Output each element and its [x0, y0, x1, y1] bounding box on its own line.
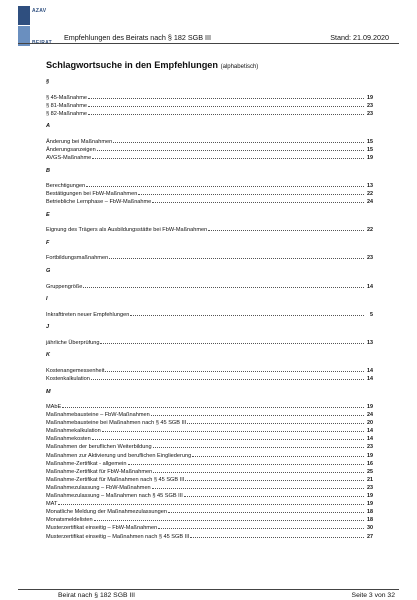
index-entry[interactable] — [46, 137, 373, 145]
dot-leader — [185, 475, 364, 481]
entry-page-number: 24 — [367, 199, 373, 206]
index-entry[interactable] — [46, 402, 373, 410]
index-entry[interactable] — [46, 310, 373, 318]
entry-label: Maßnahme-Zertifikat - allgemein — [46, 460, 127, 467]
dot-leader — [130, 310, 364, 316]
section-letter: E — [46, 211, 50, 218]
footer-divider — [18, 589, 399, 590]
index-entry[interactable] — [46, 483, 373, 491]
entry-page-number: 19 — [367, 501, 373, 508]
entry-page-number: 23 — [367, 255, 373, 262]
dot-leader — [92, 153, 364, 159]
index-entry[interactable] — [46, 189, 373, 197]
entry-label: Berechtigungen — [46, 183, 86, 190]
dot-leader — [113, 137, 364, 143]
dot-leader — [187, 418, 364, 424]
entry-page-number: 30 — [367, 525, 373, 532]
index-entry[interactable] — [46, 374, 373, 382]
index-entry[interactable] — [46, 475, 373, 483]
header-title: Empfehlungen des Beirats nach § 182 SGB III — [64, 33, 212, 42]
index-entry[interactable] — [46, 181, 373, 189]
index-entry[interactable] — [46, 282, 373, 290]
footer-left: Beirat nach § 182 SGB III — [58, 592, 136, 599]
entry-label: Maßnahme-Zertifikat für Maßnahmen nach § 45 SGB III — [46, 476, 185, 483]
dot-leader — [100, 338, 364, 344]
entry-page-number: 25 — [367, 468, 373, 475]
entry-label: Änderung bei Maßnahmen — [46, 138, 113, 145]
dot-leader — [153, 442, 364, 448]
entry-page-number: 23 — [367, 102, 373, 109]
index-entry[interactable] — [46, 101, 373, 109]
entry-page-number: 14 — [367, 283, 373, 290]
section-letter: K — [46, 352, 50, 359]
entry-page-number: 14 — [367, 375, 373, 382]
index-entry[interactable] — [46, 442, 373, 450]
entry-label: Maßnahmekalkulation — [46, 428, 101, 435]
index-entry[interactable] — [46, 499, 373, 507]
page-title-text: Schlagwortsuche in den Empfehlungen — [46, 60, 219, 70]
dot-leader — [153, 467, 364, 473]
entry-label: jährliche Überprüfung — [46, 339, 100, 346]
dot-leader — [138, 189, 364, 195]
dot-leader — [62, 402, 364, 408]
dot-leader — [105, 366, 364, 372]
page-title — [46, 60, 258, 70]
entry-label: MAT — [46, 501, 58, 508]
dot-leader — [97, 145, 364, 151]
entry-label: Fortbildungsmaßnahmen — [46, 255, 109, 262]
dot-leader — [88, 109, 364, 115]
logo-text-top: AZAV — [32, 8, 47, 14]
entry-page-number: 18 — [367, 509, 373, 516]
dot-leader — [91, 374, 364, 380]
entry-label: Maßnahmezulassung – Maßnahmen nach § 45 SGB III — [46, 493, 183, 500]
index-entry[interactable] — [46, 225, 373, 233]
index-entry[interactable] — [46, 451, 373, 459]
entry-label: MAbE — [46, 404, 62, 410]
entry-page-number: 14 — [367, 428, 373, 435]
logo-text-bottom: BEIRAT — [32, 40, 53, 46]
azav-logo — [18, 6, 52, 46]
entry-page-number: 22 — [367, 227, 373, 234]
dot-leader — [88, 93, 364, 99]
entry-label: Maßnahmen zur Aktivierung und beruflichen Eingliederung — [46, 452, 192, 459]
index-entry[interactable] — [46, 434, 373, 442]
entry-label: Kostenangemessenheit — [46, 367, 105, 374]
entry-page-number: 20 — [367, 420, 373, 427]
entry-label: Maßnahmekosten — [46, 436, 91, 443]
entry-page-number: 18 — [367, 517, 373, 524]
index-entry[interactable] — [46, 338, 373, 346]
header-divider — [18, 43, 399, 44]
dot-leader — [192, 451, 364, 457]
index-entry[interactable] — [46, 153, 373, 161]
dot-leader — [128, 459, 364, 465]
dot-leader — [184, 491, 364, 497]
entry-label: § 45-Maßnahme — [46, 94, 88, 101]
dot-leader — [58, 499, 364, 505]
entry-label: Maßnahmebausteine bei Maßnahmen nach § 45 SGB III — [46, 420, 187, 427]
index-entry[interactable] — [46, 197, 373, 205]
logo-bar-dark — [18, 6, 30, 25]
index-entry[interactable] — [46, 515, 373, 523]
entry-label: Betriebliche Lernphase – FbW-Maßnahme — [46, 199, 152, 206]
index-entry[interactable] — [46, 467, 373, 475]
dot-leader — [152, 197, 364, 203]
entry-label: Eignung des Trägers als Ausbildungsstätte bei FbW-Maßnahmen — [46, 227, 208, 234]
entry-label: Monatliche Meldung der Maßnahmezulassungen — [46, 509, 167, 516]
dot-leader — [86, 181, 364, 187]
index-entry[interactable] — [46, 491, 373, 499]
entry-page-number: 23 — [367, 110, 373, 117]
entry-label: § 81-Maßnahme — [46, 102, 88, 109]
dot-leader — [152, 483, 364, 489]
dot-leader — [92, 434, 364, 440]
index-entry[interactable] — [46, 507, 373, 515]
keyword-index — [46, 78, 373, 540]
dot-leader — [94, 515, 364, 521]
entry-label: Maßnahmen der beruflichen Weiterbildung — [46, 444, 152, 451]
entry-page-number: 19 — [367, 94, 373, 101]
dot-leader — [190, 532, 364, 538]
dot-leader — [88, 101, 364, 107]
entry-page-number: 13 — [367, 339, 373, 346]
entry-page-number: 21 — [367, 476, 373, 483]
entry-label: Musterzertifikat einseitig – FbW-Maßnahmen — [46, 525, 158, 532]
section-letter: A — [46, 123, 50, 130]
dot-leader — [158, 523, 364, 529]
section-letter: I — [46, 296, 48, 303]
index-entry[interactable] — [46, 459, 373, 467]
entry-label: Bestätigungen bei FbW-Maßnahmen — [46, 191, 138, 198]
entry-page-number: 23 — [367, 484, 373, 491]
index-entry[interactable] — [46, 426, 373, 434]
section-letter: M — [46, 388, 51, 395]
entry-page-number: 19 — [367, 452, 373, 459]
entry-label: Änderungsanzeigen — [46, 146, 96, 153]
index-entry[interactable] — [46, 366, 373, 374]
entry-page-number: 15 — [367, 146, 373, 153]
entry-page-number: 27 — [367, 533, 373, 540]
dot-leader — [208, 225, 364, 231]
entry-page-number: 23 — [367, 444, 373, 451]
index-entry[interactable] — [46, 523, 373, 531]
section-letter: B — [46, 167, 50, 174]
entry-label: Maßnahmezulassung – FbW-Maßnahmen — [46, 484, 151, 491]
index-entry[interactable] — [46, 532, 373, 540]
footer-page-number: Seite 3 von 32 — [351, 592, 395, 599]
entry-page-number: 5 — [370, 311, 373, 318]
section-letter: J — [46, 324, 50, 331]
header-date: Stand: 21.09.2020 — [330, 33, 389, 42]
entry-label: Gruppengröße — [46, 283, 83, 290]
index-entry[interactable] — [46, 410, 373, 418]
dot-leader — [83, 282, 364, 288]
entry-label: Kostenkalkulation — [46, 375, 90, 382]
index-entry[interactable] — [46, 145, 373, 153]
dot-leader — [168, 507, 364, 513]
entry-label: Maßnahme-Zertifikat für FbW-Maßnahmen — [46, 468, 153, 475]
entry-label: AVGS-Maßnahme — [46, 154, 92, 161]
index-entry[interactable] — [46, 253, 373, 261]
entry-page-number: 14 — [367, 436, 373, 443]
section-letter: G — [46, 268, 51, 275]
page-title-subtitle: (alphabetisch) — [220, 64, 259, 70]
entry-label: § 82-Maßnahme — [46, 110, 88, 117]
entry-page-number: 19 — [367, 154, 373, 161]
dot-leader — [102, 426, 364, 432]
entry-label: Maßnahmebausteine – FbW-Maßnahmen — [46, 412, 150, 419]
index-entry[interactable] — [46, 109, 373, 117]
index-entry[interactable] — [46, 418, 373, 426]
dot-leader — [109, 253, 364, 259]
dot-leader — [151, 410, 364, 416]
entry-label: Inkrafttreten neuer Empfehlungen — [46, 311, 130, 318]
entry-page-number: 19 — [367, 404, 373, 410]
entry-page-number: 16 — [367, 460, 373, 467]
entry-page-number: 13 — [367, 183, 373, 190]
entry-page-number: 14 — [367, 367, 373, 374]
index-entry[interactable] — [46, 93, 373, 101]
entry-page-number: 24 — [367, 412, 373, 419]
section-letter: F — [46, 239, 50, 246]
entry-label: Musterzertifikat einseitig – Maßnahmen nach § 45 SGB III — [46, 533, 190, 540]
entry-page-number: 15 — [367, 138, 373, 145]
entry-label: Monatsmeldelisten — [46, 517, 93, 524]
entry-page-number: 19 — [367, 493, 373, 500]
section-letter: § — [46, 79, 50, 85]
entry-page-number: 22 — [367, 191, 373, 198]
